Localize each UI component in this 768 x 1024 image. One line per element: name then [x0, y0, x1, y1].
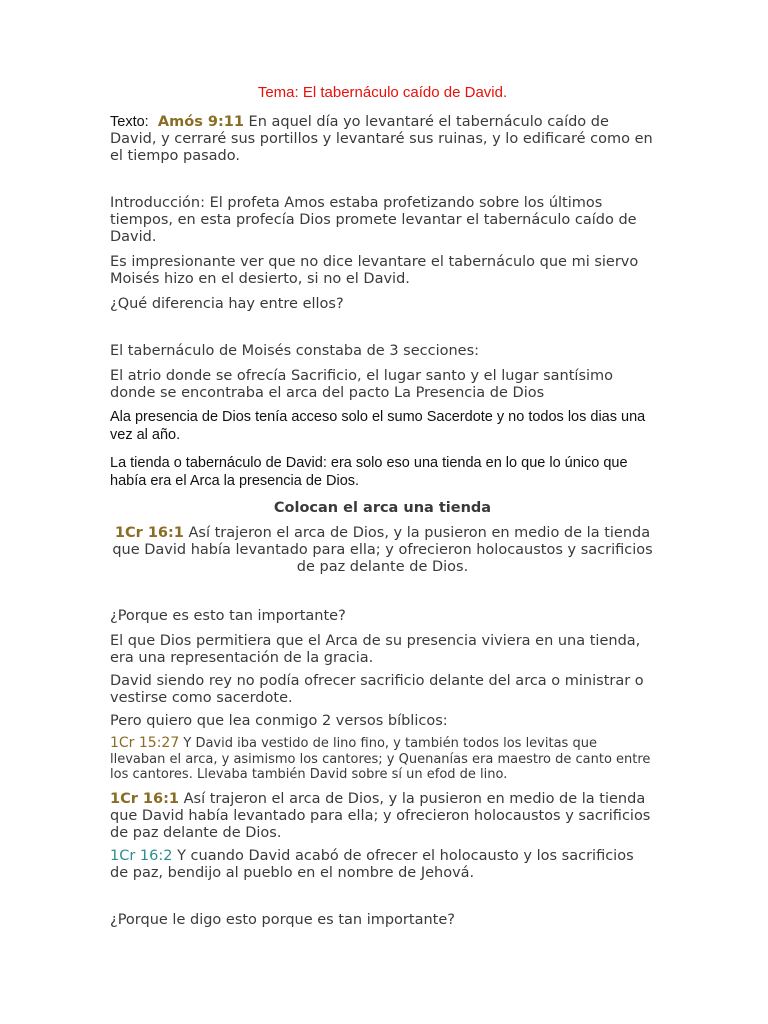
verse-3-reference: 1Cr 16:1: [110, 790, 179, 807]
document-page: [110, 84, 655, 929]
diferencia-question: ¿Qué diferencia hay entre ellos?: [110, 296, 344, 312]
texto-label: Texto:: [110, 114, 149, 130]
introduccion-paragraph: Introducción: El profeta Amos estaba profetizando sobre los últimos tiempos, en esta profecía Dios promete levantar el tabernáculo caído de David.: [110, 195, 637, 245]
tabernaculo-moises-paragraph: El tabernáculo de Moisés constaba de 3 secciones:: [110, 343, 480, 359]
document-title: Tema: El tabernáculo caído de David.: [257, 84, 508, 101]
verse-3-body: Así trajeron el arca de Dios, y la pusieron en medio de la tienda que David había levantado para ella; y ofrecieron holocaustos y sacrificios de paz delante de Dios.: [110, 790, 651, 841]
verse-2-reference: 1Cr 15:27: [110, 735, 180, 751]
texto-paragraph: [110, 113, 655, 165]
texto-body: En aquel día yo levantaré el tabernáculo caído de David, y cerraré sus portillos y levantaré sus ruinas, y lo edificaré como en el tiempo pasado.: [110, 114, 653, 164]
atrio-paragraph: El atrio donde se ofrecía Sacrificio, el lugar santo y el lugar santísimo donde se encontraba el arca del pacto La Presencia de Dios: [110, 368, 614, 401]
rey-paragraph: David siendo rey no podía ofrecer sacrificio delante del arca o ministrar o vestirse como sacerdote.: [110, 673, 644, 706]
presencia-paragraph: Ala presencia de Dios tenía acceso solo el sumo Sacerdote y no todos los dias una vez al año.: [110, 409, 646, 443]
impresionante-paragraph: Es impresionante ver que no dice levantare el tabernáculo que mi siervo Moisés hizo en el desierto, si no el David.: [110, 254, 639, 287]
verse-1cr-16-2: [110, 848, 655, 882]
versos-paragraph: Pero quiero que lea conmigo 2 versos bíblicos:: [110, 713, 448, 729]
verse-1cr-16-1-centered: [110, 525, 655, 576]
tienda-paragraph: La tienda o tabernáculo de David: era solo eso una tienda en lo que lo único que había era el Arca la presencia de Dios.: [110, 455, 628, 489]
verse-1cr-16-1: [110, 791, 655, 842]
texto-reference: Amós 9:11: [157, 114, 244, 130]
section-heading: Colocan el arca una tienda: [273, 500, 492, 516]
importante-question: ¿Porque es esto tan importante?: [110, 608, 346, 624]
verse-1cr-15-27: [110, 736, 655, 783]
final-question: ¿Porque le digo esto porque es tan importante?: [110, 911, 455, 928]
verse-4-reference: 1Cr 16:2: [110, 847, 173, 864]
gracia-paragraph: El que Dios permitiera que el Arca de su presencia viviera en una tienda, era una representación de la gracia.: [110, 633, 641, 666]
verse-2-body: Y David iba vestido de lino fino, y también todos los levitas que llevaban el arca, y asimismo los cantores; y Quenanías era maestro de canto entre los cantores. Llevaba también David sobre sí un efod de lino.: [110, 736, 651, 782]
verse-4-body: Y cuando David acabó de ofrecer el holocausto y los sacrificios de paz, bendijo al pueblo en el nombre de Jehová.: [110, 847, 634, 881]
verse-1-body: Así trajeron el arca de Dios, y la pusieron en medio de la tienda que David había levantado para ella; y ofrecieron holocaustos y sacrificios de paz delante de Dios.: [112, 525, 653, 575]
verse-1-reference: 1Cr 16:1: [114, 525, 184, 541]
